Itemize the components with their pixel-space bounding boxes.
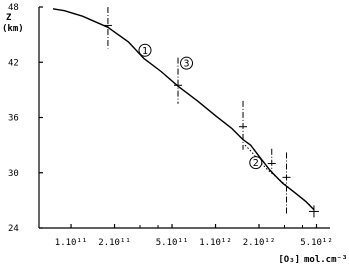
series-2-line (245, 145, 310, 205)
curve-label-text: 1 (141, 45, 149, 57)
y-tick-label: 48 (8, 3, 19, 13)
x-tick-label: 1.10¹² (199, 238, 232, 248)
y-tick-label: 36 (8, 113, 19, 124)
y-axis-ticks (8, 3, 43, 234)
series-1-line (53, 9, 314, 210)
x-axis-label-bracket: [O₃] (278, 255, 300, 265)
x-tick-label: 1.10¹¹ (54, 238, 88, 248)
x-tick-label: 5.10¹¹ (155, 238, 189, 248)
curve-label-text: 2 (252, 158, 259, 170)
y-tick-label: 24 (8, 224, 19, 234)
x-axis-label-unit: mol.cm⁻³ (304, 255, 348, 265)
y-axis-label-z: Z (6, 13, 12, 23)
x-tick-label: 2.10¹¹ (98, 238, 131, 248)
series-lines (53, 9, 314, 210)
plot-frame (39, 7, 330, 228)
x-tick-label: 5.10¹² (300, 238, 333, 248)
y-axis-label-unit: (km) (2, 24, 24, 34)
x-tick-label: 2.10¹² (242, 238, 276, 248)
y-tick-label: 42 (8, 58, 19, 69)
curve-label-text: 3 (183, 58, 190, 70)
y-tick-label: 30 (8, 168, 19, 179)
